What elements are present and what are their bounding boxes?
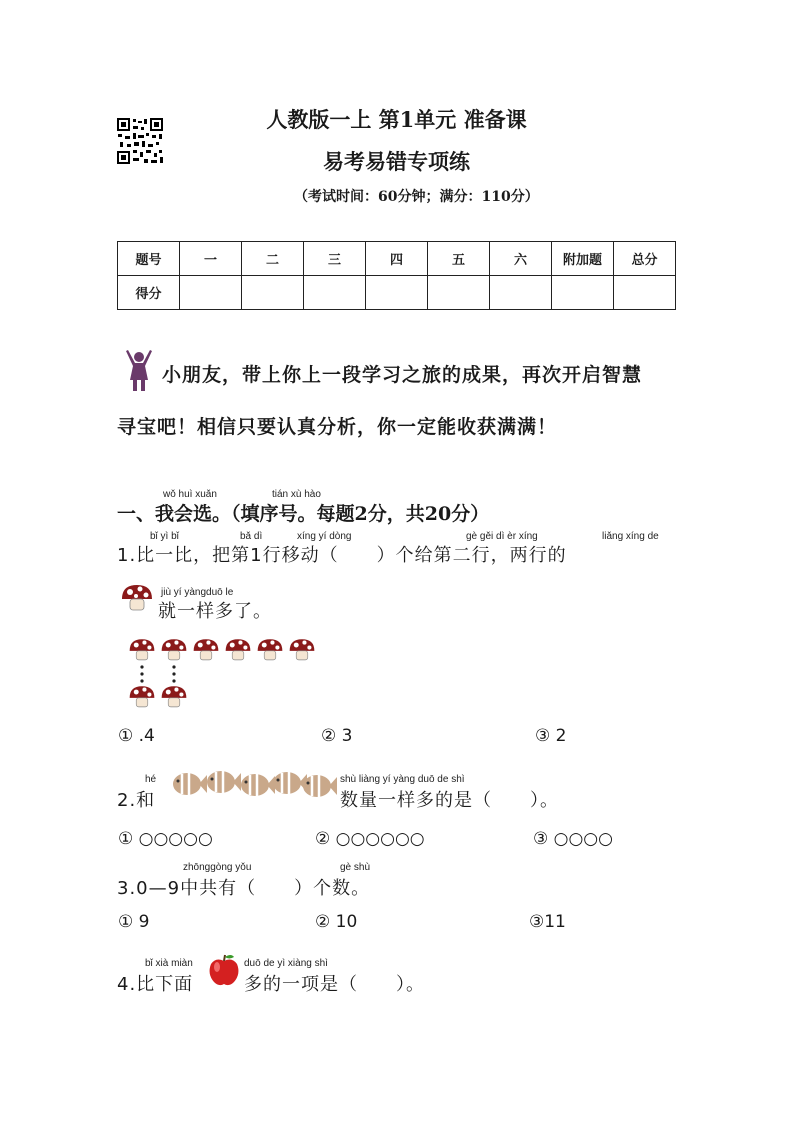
- question-1-text: 1.比一比，把第1行移动（ ）个给第二行，两行的: [117, 545, 567, 566]
- mushroom-icon: [288, 637, 316, 663]
- intro-line-1: 小朋友，带上你上一段学习之旅的成果，再次开启智慧: [162, 364, 643, 386]
- score-header-cell: 题号: [118, 242, 180, 276]
- pinyin: duō de yì xiàng shì: [244, 958, 328, 969]
- mushroom-icon: [160, 684, 188, 710]
- mushroom-row-1: [128, 637, 328, 667]
- pinyin: bǐ yì bǐ: [150, 531, 179, 542]
- pinyin: bǐ xià miàn: [145, 958, 193, 969]
- pinyin: gè gěi dì èr xíng: [466, 531, 538, 542]
- mushroom-icon: [120, 583, 154, 613]
- section-number: 一、: [117, 503, 156, 525]
- score-input-cell[interactable]: [304, 276, 366, 310]
- score-header-cell: 一: [180, 242, 242, 276]
- score-row-label: 得分: [118, 276, 180, 310]
- fish-icon: [170, 769, 208, 799]
- worksheet-title: 人教版一上 第1单元 准备课: [266, 107, 527, 132]
- worksheet-subtitle: 易考易错专项练: [323, 149, 470, 174]
- score-header-cell: 总分: [614, 242, 676, 276]
- q2-option-3[interactable]: ③ ○○○○: [533, 829, 613, 849]
- mushroom-icon: [128, 637, 156, 663]
- intro-line-2: 寻宝吧！相信只要认真分析，你一定能收获满满！: [117, 416, 558, 438]
- score-input-cell[interactable]: [490, 276, 552, 310]
- score-input-cell[interactable]: [614, 276, 676, 310]
- pinyin: jiù yí yàngduō le: [161, 587, 234, 598]
- dotted-connector: [128, 664, 188, 686]
- score-input-cell[interactable]: [428, 276, 490, 310]
- score-header-cell: 五: [428, 242, 490, 276]
- score-header-cell: 二: [242, 242, 304, 276]
- q1-option-1[interactable]: ① .4: [118, 726, 155, 746]
- score-header-cell: 四: [366, 242, 428, 276]
- question-2-text-a: 2.和: [117, 790, 156, 811]
- q2-option-1[interactable]: ① ○○○○○: [118, 829, 213, 849]
- section-title: 我会选。: [155, 503, 232, 525]
- mushroom-icon: [128, 684, 156, 710]
- cheering-child-icon: [124, 348, 154, 392]
- apple-icon: [206, 952, 242, 988]
- mushroom-icon: [256, 637, 284, 663]
- score-table: [117, 241, 676, 310]
- pinyin: hé: [145, 774, 157, 785]
- question-4-text-b: 多的一项是（ ）。: [244, 974, 425, 995]
- score-input-cell[interactable]: [242, 276, 304, 310]
- q3-option-1[interactable]: ① 9: [118, 912, 150, 932]
- q1-option-3[interactable]: ③ 2: [535, 726, 567, 746]
- pinyin: liǎng xíng de: [602, 531, 659, 542]
- pinyin: xíng yí dòng: [297, 531, 352, 542]
- question-1-text-2: 就一样多了。: [158, 601, 272, 622]
- pinyin: shù liàng yí yàng duō de shì: [340, 774, 465, 785]
- pinyin: bǎ dì: [240, 531, 263, 542]
- question-3-text: 3.0—9中共有（ ）个数。: [117, 878, 371, 899]
- fish-icon: [300, 771, 338, 801]
- pinyin: gè shù: [340, 862, 371, 873]
- q1-option-2[interactable]: ② 3: [321, 726, 353, 746]
- score-input-cell[interactable]: [180, 276, 242, 310]
- pinyin: wǒ huì xuǎn: [163, 489, 217, 500]
- score-header-cell: 六: [490, 242, 552, 276]
- mushroom-icon: [224, 637, 252, 663]
- score-header-cell: 三: [304, 242, 366, 276]
- fish-group: [170, 767, 340, 803]
- score-header-cell: 附加题: [552, 242, 614, 276]
- score-input-cell[interactable]: [366, 276, 428, 310]
- question-2-text-b: 数量一样多的是（ ）。: [340, 790, 559, 811]
- section-heading: [117, 499, 489, 526]
- pinyin: tián xù hào: [272, 489, 321, 500]
- mushroom-icon: [160, 637, 188, 663]
- pinyin: zhōnggòng yǒu: [183, 862, 252, 873]
- score-table-score-row: [118, 276, 676, 310]
- mushroom-icon: [192, 637, 220, 663]
- score-input-cell[interactable]: [552, 276, 614, 310]
- q3-option-2[interactable]: ② 10: [315, 912, 358, 932]
- question-4-text-a: 4.比下面: [117, 974, 194, 995]
- exam-info: （考试时间：60分钟；满分：110分）: [294, 189, 539, 205]
- fish-icon: [204, 767, 242, 797]
- q2-option-2[interactable]: ② ○○○○○○: [315, 829, 425, 849]
- mushroom-row-2: [128, 684, 198, 714]
- q3-option-3[interactable]: ③11: [529, 912, 566, 932]
- section-instructions: （填序号。每题2分，共20分）: [231, 503, 490, 525]
- score-table-header-row: [118, 242, 676, 276]
